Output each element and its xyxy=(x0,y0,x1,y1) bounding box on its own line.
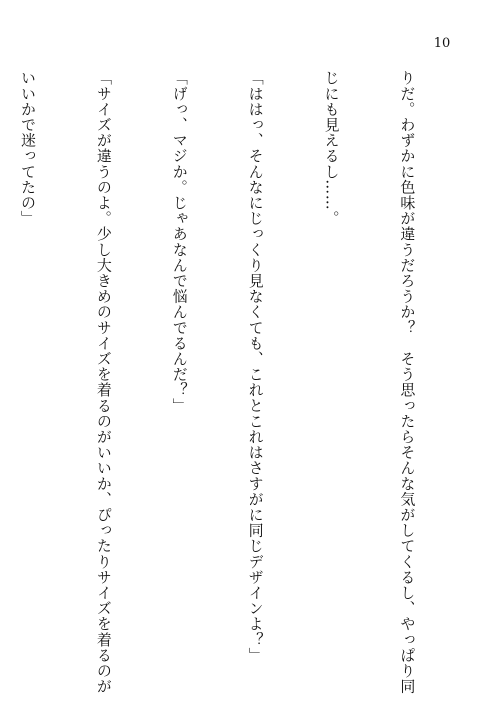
text-line: 「げっ、マジか。じゃあなんで悩んでるんだ？」 xyxy=(170,70,189,414)
vertical-body-text xyxy=(0,70,470,694)
text-line: 「ははっ、そんなにじっくり見なくても、これとこれはさすがに同じデザインよ？」 xyxy=(246,70,265,663)
text-line: じにも見えるし……。 xyxy=(322,70,341,226)
text-line: いいかで迷ってたの」 xyxy=(18,70,37,226)
text-line: りだ。わずかに色味が違うだろうか？ そう思ったらそんな気がしてくるし、やっぱり同 xyxy=(398,70,417,694)
page-number: 10 xyxy=(433,36,451,51)
text-line: 「サイズが違うのよ。少し大きめのサイズを着るのがいいか、ぴったりサイズを着るのが xyxy=(94,70,113,694)
